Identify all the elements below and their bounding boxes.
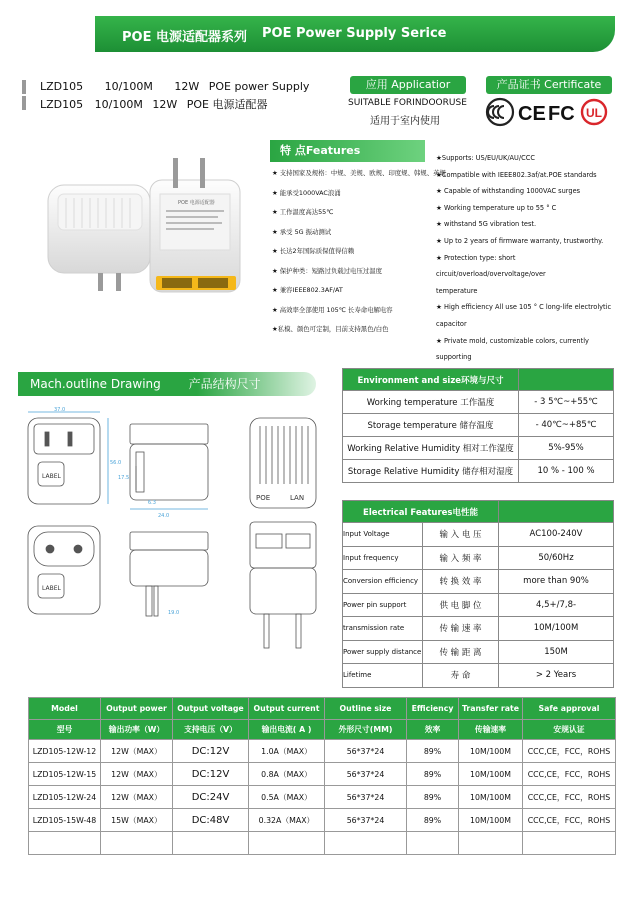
ccc-logo-icon [487, 99, 513, 125]
svg-text:37.0: 37.0 [54, 407, 66, 413]
electrical-header: Electrical Features电性能 [343, 501, 499, 523]
svg-text:24.0: 24.0 [158, 513, 170, 519]
environment-header: Environment and size环境与尺寸 [343, 369, 519, 391]
feature-en-item: ★ withstand 5G vibration test. [436, 220, 537, 229]
env-label: Storage Relative Humidity 储存相对湿度 [343, 460, 519, 483]
feature-en-item: ★ Private mold, customizable colors, currently supporting [436, 336, 589, 362]
feature-cn-item: ★ 长达2年国际质保值得信赖 [272, 247, 355, 255]
feature-en-item: temperature [436, 286, 478, 295]
svg-text:POE 电源适配器: POE 电源适配器 [178, 200, 215, 206]
environment-table [342, 368, 614, 483]
table-row: LZD105-12W-15 12W（MAX） DC:12V 0.8A（MAX） 56*37*24 89% 10M/100M CCC,CE，FCC，ROHS [29, 763, 616, 786]
features-en-list [436, 150, 620, 382]
feature-cn-item: ★ 支持国家及规格：中规、美规、欧规、印度规、韩规、英规 [272, 169, 446, 177]
env-label: Working Relative Humidity 相对工作湿度 [343, 437, 519, 460]
features-tag: 特 点Features [270, 140, 425, 162]
electrical-table: Electrical Features电性能 Input Voltage 输 入 电 压 AC100-240V Input frequency 输 入 频 率 50/60Hz Conversion efficiency 转 换 效 率 more than 90% Power pin support 供 电 脚 位 4,5+/7,8- transmission rate 传 输 速 率 10M/100M Power supply distance 传 输 距 离 150M Lifetime 寿 命 > 2 Years [342, 500, 614, 688]
header-title-en: POE Power Supply Serice [262, 26, 447, 41]
product-marker [22, 80, 26, 94]
env-value: - 40℃~+85℃ [519, 414, 614, 437]
env-label: Working temperature 工作温度 [343, 391, 519, 414]
ce-logo-icon: CE [518, 103, 546, 125]
env-value: 10 % - 100 % [519, 460, 614, 483]
certificate-logos [484, 96, 610, 128]
env-value: - 3 5℃~+55℃ [519, 391, 614, 414]
drawing-title-bar [18, 372, 316, 396]
env-label: Storage temperature 储存温度 [343, 414, 519, 437]
application-en: SUITABLE FORINDOORUSE [348, 98, 467, 108]
poe-label: POE [256, 494, 271, 502]
svg-text:UL: UL [586, 106, 602, 120]
ul-logo-icon [582, 100, 606, 124]
feature-cn-item: ★ 保护种类：短路过负载过电压过温度 [272, 266, 383, 275]
product-marker [22, 96, 26, 110]
outline-drawing [18, 404, 318, 676]
feature-en-item: ★Supports: US/EU/UK/AU/CCC [436, 154, 535, 162]
drawing-title-en: Mach.outline Drawing [30, 377, 161, 391]
feature-cn-item: ★ 能承受1000VAC浪涌 [272, 188, 341, 197]
certificate-tag: 产品证书 Certificate [486, 76, 612, 94]
lan-label: LAN [290, 494, 305, 502]
table-row: LZD105-12W-24 12W（MAX） DC:24V 0.5A（MAX） 56*37*24 89% 10M/100M CCC,CE，FCC，ROHS [29, 786, 616, 809]
svg-text:19.0: 19.0 [168, 610, 180, 616]
models-table: Model Output power Output voltage Output current Outline size Efficiency Transfer rate Safe approval 型号 输出功率（W） 支持电压（V） 输出电流( A ) 外形尺寸(MM) 效率 传输速率 安规认证 LZD105-12W-12 12W（MAX） DC:12V 1.0A（MAX） 56*37*24 89% 10M/100M CCC,CE，FCC，ROHS LZD105-12W-15 12W（MAX） DC:12V 0.8A（MAX） 56*37*24 89% 10M/100M CCC,CE，FCC，ROHS LZD105-12W-24 12W（MAX） DC:24V 0.5A（MAX） 56*37*24 89% 10M/100M CCC,CE，FCC，ROHS LZD105-15W-48 15W（MAX） DC:48V 0.32A（MAX） 56*37*24 89% 10M/100M CCC,CE，FCC，ROHS [28, 697, 616, 855]
label-text: LABEL [42, 473, 61, 480]
features-cn-list [272, 168, 446, 344]
svg-text:56.0: 56.0 [110, 460, 122, 466]
feature-cn-item: ★ 高效率全部使用 105℃ 长寿命电解电容 [272, 305, 393, 314]
application-cn: 适用于室内使用 [370, 116, 440, 127]
fc-logo-icon: FC [548, 103, 575, 125]
feature-en-item: ★ Up to 2 years of firmware warranty, trustworthy. [436, 236, 604, 245]
feature-cn-item: ★ 工作温度高达55℃ [272, 208, 334, 216]
label-text: LABEL [42, 585, 61, 592]
product-line-1: LZD105 10/100M 12W POE power Supply [40, 80, 310, 93]
svg-text:6.3: 6.3 [148, 500, 156, 506]
feature-en-item: ★ High efficiency All use 105 ° C long-life electrolytic [436, 303, 612, 312]
feature-cn-item: ★私模、颜色可定制，目前支持黑色/白色 [272, 325, 389, 333]
table-row: LZD105-15W-48 15W（MAX） DC:48V 0.32A（MAX） 56*37*24 89% 10M/100M CCC,CE，FCC，ROHS [29, 809, 616, 832]
feature-en-item: ★ Capable of withstanding 1000VAC surges [436, 187, 581, 196]
device-image [38, 150, 248, 300]
drawing-title-cn: 产品结构尺寸 [188, 377, 261, 391]
product-line-2: LZD105 10/100M 12W POE 电源适配器 [40, 98, 268, 111]
feature-en-item: ★Compatible with IEEE802.3af/at.POE standards [436, 170, 597, 179]
application-tag: 应用 Applicatior [350, 76, 466, 94]
svg-text:17.5: 17.5 [118, 475, 130, 481]
header-title-cn: POE 电源适配器系列 [122, 30, 247, 45]
feature-en-item: ★ Protection type: short circuit/overload/overvoltage/over [436, 253, 546, 279]
feature-en-item: ★ Working temperature up to 55 ° C [436, 203, 557, 212]
table-row [29, 832, 616, 855]
table-row: LZD105-12W-12 12W（MAX） DC:12V 1.0A（MAX） 56*37*24 89% 10M/100M CCC,CE，FCC，ROHS [29, 740, 616, 763]
feature-cn-item: ★ 兼容IEEE802.3AF/AT [272, 286, 343, 294]
feature-cn-item: ★ 承受 5G 振动测试 [272, 227, 332, 236]
feature-en-item: capacitor [436, 319, 467, 328]
env-value: 5%-95% [519, 437, 614, 460]
